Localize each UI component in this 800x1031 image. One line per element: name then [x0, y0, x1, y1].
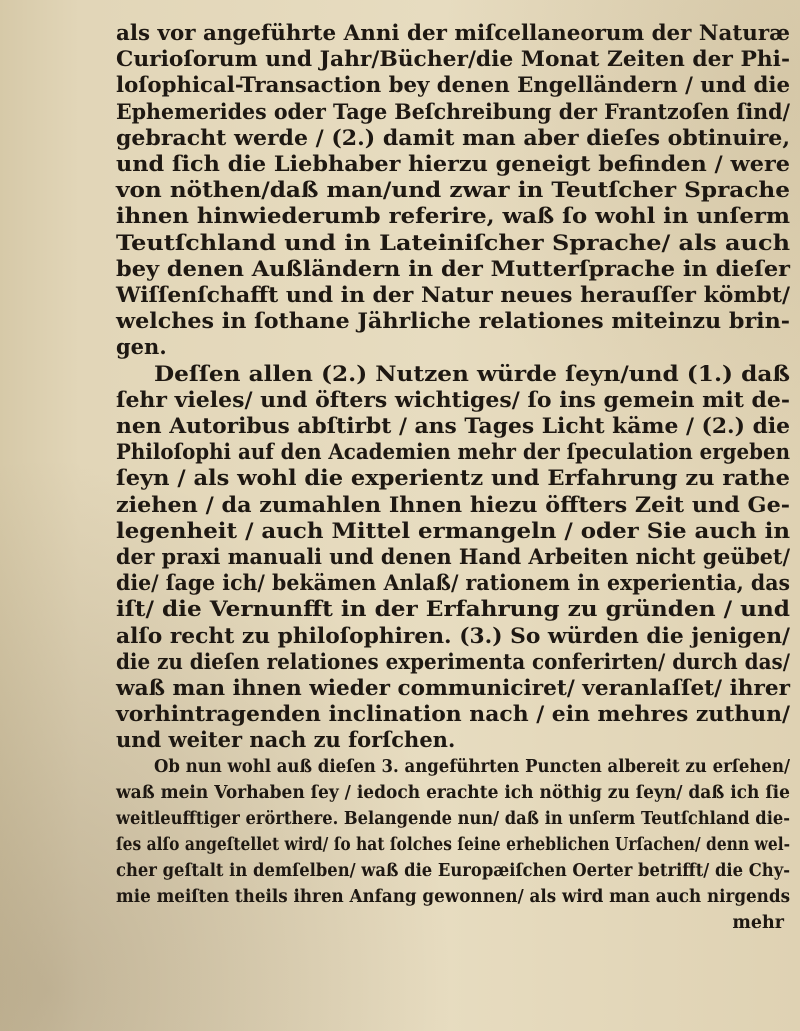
text-line	[116, 858, 790, 884]
line-text: und weiter nach zu forſchen.	[116, 727, 456, 753]
text-line	[116, 780, 790, 806]
line-text: gebracht werde / (2.) damit man aber dieſes obtinuire,	[116, 124, 790, 150]
line-text: von nöthen/daß man/und zwar in Teutſcher Sprache	[116, 177, 790, 203]
text-line	[116, 570, 790, 596]
line-text: die zu dieſen relationes experimenta conferirten/ durch das/	[116, 648, 790, 674]
line-text: Curioſorum und Jahr/Bücher/die Monat Zeiten der Phi-	[116, 46, 790, 72]
line-text: ihnen hinwiederumb referire, waß ſo wohl in unſerm	[116, 203, 791, 229]
catchword	[116, 910, 790, 936]
text-line	[116, 46, 790, 72]
line-text: und ſich die Liebhaber hierzu geneigt befinden / were	[116, 151, 790, 177]
text-line	[116, 544, 790, 570]
text-line	[116, 492, 790, 518]
line-text: bey denen Außländern in der Mutterſprache in dieſer	[116, 255, 790, 281]
main-text-block	[116, 20, 790, 754]
text-line	[116, 701, 790, 727]
line-text: iſt/ die Vernunfft in der Erfahrung zu gründen / und	[116, 596, 790, 622]
line-text: Wiſſenſchafft und in der Natur neues herauſſer kömbt/	[116, 282, 791, 308]
text-line	[116, 151, 790, 177]
line-text: ſehr vieles/ und öfters wichtiges/ ſo ins gemein mit de-	[116, 386, 790, 412]
text-line	[116, 465, 790, 491]
text-line	[116, 413, 790, 439]
text-line	[116, 334, 790, 360]
text-line	[116, 230, 790, 256]
line-text: Teutſchland und in Lateiniſcher Sprache/ als auch	[116, 229, 790, 255]
paragraph-start-line	[116, 361, 790, 387]
text-line	[116, 518, 790, 544]
text-line	[116, 72, 790, 98]
text-line	[116, 125, 790, 151]
text-line	[116, 203, 790, 229]
line-text: Deſſen allen (2.) Nutzen würde ſeyn/und (1.) daß	[154, 360, 790, 386]
text-line	[116, 439, 790, 465]
secondary-text-block	[116, 754, 790, 936]
line-text: vorhintragenden inclination nach / ein mehres zuthun/	[116, 701, 790, 727]
text-line	[116, 177, 790, 203]
line-text: gen.	[116, 334, 167, 360]
line-text: loſophical-Transaction bey denen Engelländern / und die	[116, 72, 790, 98]
text-line	[116, 99, 790, 125]
line-text: die/ ſage ich/ bekämen Anlaß/ rationem in experientia, das	[116, 570, 790, 596]
line-text: der praxi manuali und denen Hand Arbeiten nicht geübet/	[116, 544, 790, 570]
paragraph-start-line	[116, 754, 790, 780]
text-line	[116, 884, 790, 910]
line-text: waß man ihnen wieder communiciret/ veranlaſſet/ ihrer	[116, 675, 791, 701]
catchword-text: mehr	[732, 913, 784, 933]
text-line	[116, 832, 790, 858]
line-text: cher geſtalt in demſelben/ waß die Europæiſchen Oerter betrifft/ die Chy-	[116, 861, 790, 881]
text-line	[116, 649, 790, 675]
line-text: Ob nun wohl auß dieſen 3. angeführten Puncten albereit zu erſehen/	[154, 757, 790, 777]
text-line	[116, 596, 790, 622]
text-line	[116, 387, 790, 413]
line-text: Ephemerides oder Tage Beſchreibung der Frantzoſen ſind/	[116, 98, 790, 124]
text-line	[116, 675, 790, 701]
text-line	[116, 308, 790, 334]
line-text: waß mein Vorhaben ſey / iedoch erachte ich nöthig zu ſeyn/ daß ich ſie	[116, 783, 790, 803]
line-text: legenheit / auch Mittel ermangeln / oder Sie auch in	[116, 517, 790, 543]
line-text: weitleufftiger erörthere. Belangende nun/ daß in unſerm Teutſchland die-	[116, 809, 790, 829]
line-text: nen Autoribus abſtirbt / ans Tages Licht käme / (2.) die	[116, 413, 790, 439]
text-line	[116, 806, 790, 832]
line-text: alſo recht zu philoſophiren. (3.) So würden die jenigen/	[116, 622, 790, 648]
line-text: als vor angeführte Anni der miſcellaneorum der Naturæ	[116, 20, 790, 45]
line-text: welches in ſothane Jährliche relationes miteinzu brin-	[116, 308, 790, 334]
line-text: Philoſophi auf den Academien mehr der ſpeculation ergeben	[116, 439, 790, 465]
line-text: ziehen / da zumahlen Ihnen hiezu öffters Zeit und Ge-	[116, 491, 790, 517]
line-text: mie meiſten theils ihren Anfang gewonnen/ als wird man auch nirgends	[116, 887, 790, 907]
line-text: ſes alſo angeſtellet wird/ ſo hat ſolches ſeine erheblichen Urſachen/ denn wel-	[116, 835, 790, 855]
text-line	[116, 282, 790, 308]
text-line	[116, 20, 790, 46]
text-line	[116, 256, 790, 282]
text-line	[116, 623, 790, 649]
line-text: ſeyn / als wohl die experientz und Erfahrung zu rathe	[116, 465, 790, 491]
text-line	[116, 727, 790, 753]
